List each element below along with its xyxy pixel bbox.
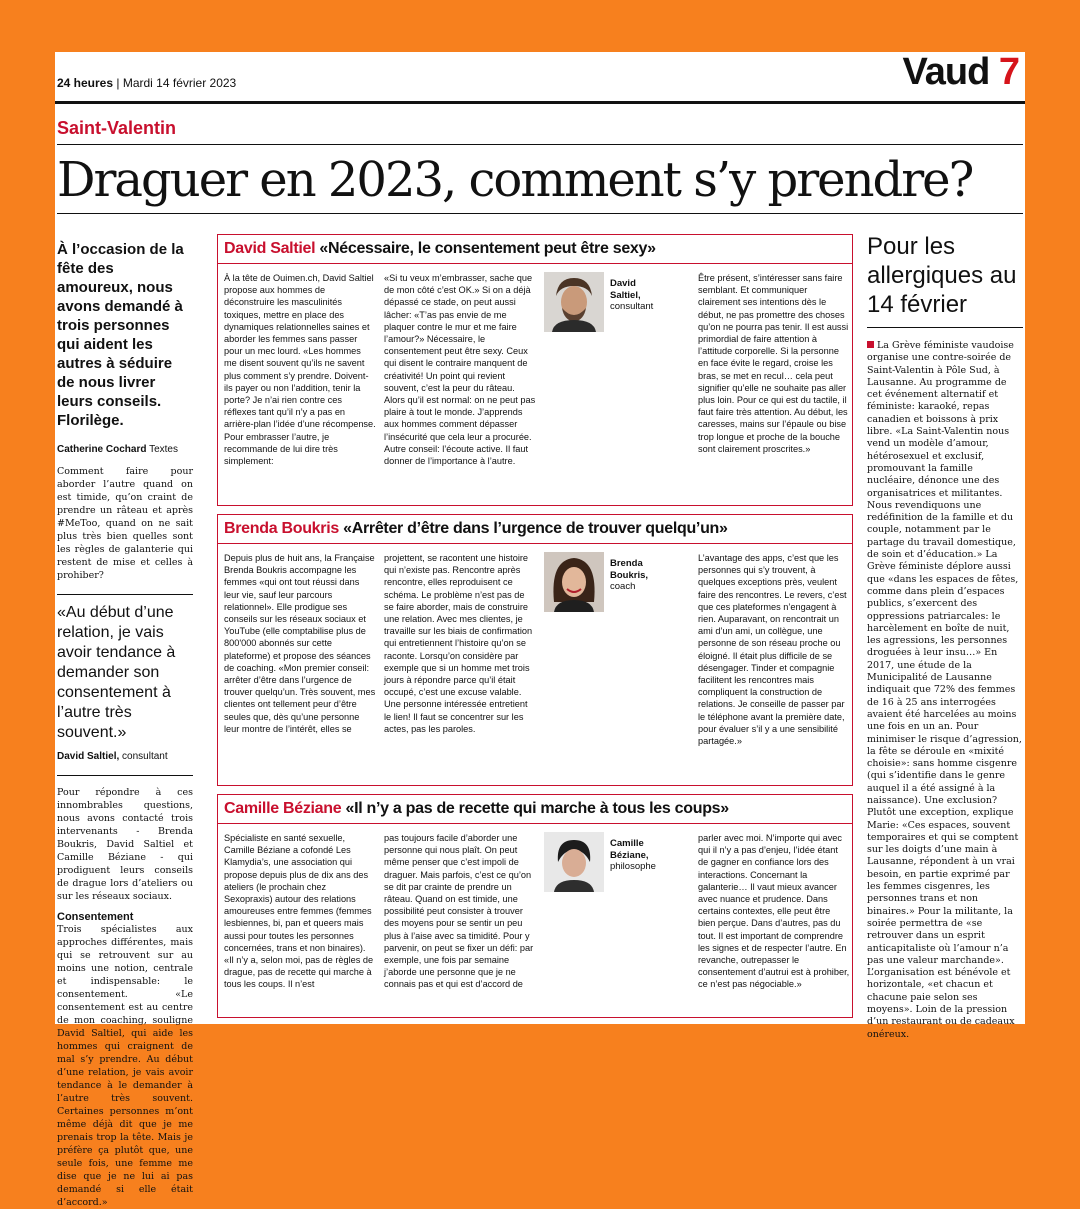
left-column: [57, 240, 193, 1209]
pull-quote: [57, 594, 193, 776]
intro-lead: À l’occasion de la fête des amoureux, nous avons demandé à trois personnes qui aident les autres à séduire de nous livrer leurs conseils. Florilège.: [57, 241, 184, 429]
portrait-last-name: Béziane,: [610, 849, 649, 861]
body-paragraph: Comment faire pour aborder l’autre quand on est timide, qu’on craint de prendre un râteau et après #MeToo, quand on ne sait plus très bien quelles sont les règles de galanterie qui restent de mise et celles à prohiber?: [57, 466, 193, 581]
byline: [57, 444, 193, 455]
pull-quote-text: «Au début d’une relation, je vais avoir tendance à demander son consentement à l’autre très souvent.»: [57, 604, 176, 741]
quote-author: David Saltiel,: [57, 751, 120, 762]
newspaper-page: [55, 51, 1025, 1208]
page-number: 7: [998, 51, 1019, 93]
card-person-name: Brenda Boukris: [224, 520, 339, 537]
card-text-column: parler avec moi. N’importe qui avec qui il n’y a pas d’enjeu, l’idée étant de gagner en confiance lors des interactions. Concernant la galanterie… Il vaut mieux avancer avec nuance et prudence. Dans certains contextes, elle peut être bien perçue. Dans d’autres, pas du tout. Il est important de comprendre les signes et de respecter l’autre. En revanche, outrepasser le consentement d’autrui est à prohiber, ce n’est pas négociable.»: [698, 833, 850, 990]
portrait-caption: [610, 558, 648, 593]
portrait-photo: [544, 272, 604, 332]
masthead-info: 24 heures | Mardi 14 février 2023: [57, 76, 237, 90]
portrait-role: consultant: [610, 301, 654, 312]
card-person-name: David Saltiel: [224, 240, 316, 257]
card-text-column: À la tête de Ouimen.ch, David Saltiel propose aux hommes de déconstruire les masculinités toxiques, mettre en place des dynamiques relationnelles saines et aborder les femmes sans passer pour un mec lourd. «Les hommes me disent souvent qu’ils ne savent plus comment s’y prendre. Doivent-ils payer ou non l’addition, tenir la porte? Je n’ai rien contre ces réflexes tant qu’il n’y a pas en arrière-plan l’idée d’une récompense. Pour embrasser l’autre, je recommande de lui dire très simplement:: [224, 273, 376, 467]
portrait-role: philosophe: [610, 861, 656, 872]
headline: Draguer en 2023, comment s’y prendre?: [57, 144, 1023, 214]
portrait-first-name: David: [610, 278, 636, 289]
portrait-photo: [544, 832, 604, 892]
card-text-column: Spécialiste en santé sexuelle, Camille Béziane a cofondé Les Klamydia’s, une association qui propose depuis plus de dix ans des ateliers (le prochain chez Sexopraxis) autour des relations amoureuses entre femmes (femmes lesbiennes, bi, pan et queers mais aussi pour toutes les personnes concernées, trans et non binaires). «Il n’y a, selon moi, pas de règles de drague, pas de recette qui marche à tous les coups. Il n’est: [224, 833, 374, 990]
sidebar-body: La Grève féministe vaudoise organise une contre-soirée de Saint-Valentin à Pôle Sud, à Lausanne. Au programme de cet événement alternatif et féministe: karaoké, repas canadien et boissons à prix libre. «La Saint-Valentin nous vend un modèle d’amour, hétérosexuel et exclusif, promouvant la famille nucléaire, dénonce une des organisatrices et militantes. Nous revendiquons une redéfinition de la famille et du couple, notamment par le partage du travail domestique, de soin et d’éducation.» La Grève féministe déplore aussi que «dans les espaces de fêtes, comme dans plein d’espaces publics, s’exercent des oppressions patriarcales: le harcèlement en boîte de nuit, les agressions, les personnes droguées à leur insu…» En 2017, une étude de la Municipalité de Lausanne indiquait que 72% des femmes de 16 à 25 ans interrogées avaient été harcelées au moins une fois en un an. Pour minimiser le risque d’agression, la fête se déroule en «mixité choisie»: sans homme cisgenre (qui s’identifie dans le genre auquel il a été assigné à la naissance). Une exclusion? Plutôt une exception, explique Marie: «Ces espaces, souvent temporaires et qui se comptent sur les doigts d’une main à Lausanne, répondent à un vrai besoin, en partie exprimé par les femmes cisgenres, les personnes trans et non binaires.» Pour la militante, la soirée permettra de «se retrouver dans un esprit anticapitaliste où l’amour n’a pas une valeur marchande». L’organisation est bénévole et horizontale, «et chacun et chacune paie selon ses moyens». Loin de la pression d’un restaurant ou de cadeaux onéreux.: [867, 340, 1022, 1040]
card-person-name: Camille Béziane: [224, 800, 342, 817]
portrait-caption: [610, 278, 653, 313]
body-paragraph: Trois spécialistes aux approches différentes, mais qui se retrouvent sur au moins une notion, centrale et indispensable: le consentement. «Le consentement est au centre de mon coaching, souligne David Saltiel, qui aide les hommes qui craignent de mal s’y prendre. Au début d’une relation, je vais avoir tendance à le demander à l’autre très souvent. Certaines personnes m’ont même déjà dit que je me prenais trop la tête. Mais je préfère ça plutôt que, une seule fois, une femme me dise que je ne lui ai pas demandé si elle était d’accord.»: [57, 924, 193, 1208]
card-text-column: pas toujours facile d’aborder une personne qui nous plaît. On peut même penser que c’est impoli de draguer. Mais parfois, c’est ce qu’on se dit par crainte de prendre un râteau. Quand on est timide, une possibilité peut consister à trouver des moyens pour se sentir un peu plus à l’aise avec sa timidité. Pour y parvenir, on peut se fixer un défi: par exemple, une fois par semaine j’aborde une personne que je ne connais pas et qui est d’accord de: [384, 833, 534, 990]
card-text-column: «Si tu veux m’embrasser, sache que de mon côté c’est OK.» Si on a déjà dépassé ce stade, on peut aussi lâcher: «T’as pas envie de me plaquer contre le mur et me faire l’amour?» Nécessaire, le consentement peut être sexy. Ceux qui disent le contraire manquent de créativité! Un point qui revient souvent, c’est la peur du râteau. Alors qu’il est normal: on ne peut pas plaire à tout le monde. J’apprends aux hommes comment dépasser l’insécurité que cela leur a procurée. Autre conseil: l’écoute active. Il faut donner de l’importance à l’autre.: [384, 273, 536, 467]
quote-author-role: consultant: [122, 751, 168, 762]
card-text-column: Être présent, s’intéresser sans faire semblant. Et communiquer clairement ses intentions dès le début, ne pas promettre des choses qu’on ne pourra pas tenir. Il est aussi primordial de faire attention à l’attitude corporelle. Si la personne en face évite le regard, croise les bras, se met en recul… cela peut signifier qu’elle ne souhaite pas aller plus loin. Pour ce qui est du tactile, il faut faire très attention. Au début, les caresses, mains sur l’épaule ou bise trop longue et proche de la bouche sont clairement proscrites.»: [698, 273, 849, 454]
portrait-last-name: Boukris,: [610, 569, 649, 581]
portrait-photo: [544, 552, 604, 612]
card-quote-title: «Nécessaire, le consentement peut être sexy»: [319, 240, 656, 257]
sidebar-column: [867, 232, 1023, 1041]
card-quote-title: «Arrêter d’être dans l’urgence de trouver quelqu’un»: [343, 520, 728, 537]
card-title: [218, 235, 852, 264]
author-role: Textes: [149, 444, 178, 455]
sidebar-title: Pour les allergiques au 14 février: [867, 232, 1023, 328]
portrait-role: coach: [610, 581, 636, 592]
interview-card-beziane: [217, 794, 853, 1018]
card-quote-title: «Il n’y a pas de recette qui marche à tous les coups»: [345, 800, 729, 817]
pull-quote-attribution: [57, 747, 193, 767]
card-text-column: Depuis plus de huit ans, la Française Brenda Boukris accompagne les femmes «qui ont tout réussi dans leur vie, sauf leur parcours relationnel». Elle prodigue ses conseils sur les réseaux sociaux et YouTube (elle comptabilise plus de 800'000 abonnés sur cette plateforme) et propose des séances de coaching. «Mon premier conseil: arrêter d’être dans l’urgence de trouver quelqu’un. Très souvent, mes clientes ont tellement peur d’être seules que, dès qu’une personne leur montre de l’intérêt, elles se: [224, 553, 376, 734]
portrait-first-name: Brenda: [610, 558, 643, 569]
card-title: [218, 795, 852, 824]
kicker: Saint-Valentin: [57, 118, 177, 138]
paper-name: 24 heures: [57, 76, 114, 90]
issue-date: Mardi 14 février 2023: [122, 76, 237, 90]
card-text-column: projettent, se racontent une histoire qui n’existe pas. Rencontre après rencontre, elles reproduisent ce schéma. Le problème n’est pas de se faire aborder, mais de construire une relation. Avec mes clientes, je travaille sur les biais de confirmation qui entretiennent l’histoire qu’on se raconte. Lorsqu’on considère par exemple que si un homme met trois jours à répondre parce qu’il était occupé, c’est une excuse valable. Une personne intéressée entretient le lien! Il faut se concentrer sur les actes, pas les paroles.: [384, 553, 533, 734]
section-label: [902, 52, 1019, 92]
subheading: Consentement: [57, 911, 134, 923]
portrait-first-name: Camille: [610, 838, 644, 849]
body-paragraph: Pour répondre à ces innombrables questions, nous avons contacté trois intervenants - Brenda Boukris, David Saltiel et Camille Béziane - qui prodiguent leurs conseils de drague lors d’ateliers ou sur les réseaux sociaux.: [57, 787, 193, 902]
page-header: [55, 52, 1025, 104]
sidebar-text: [867, 340, 1023, 1041]
section-name: Vaud: [902, 51, 990, 93]
interview-card-boukris: [217, 514, 853, 786]
portrait-caption: [610, 838, 656, 873]
interview-card-saltiel: [217, 234, 853, 506]
portrait-last-name: Saltiel,: [610, 289, 641, 301]
bullet-square-icon: [867, 341, 874, 348]
card-text-column: L’avantage des apps, c’est que les personnes qui s’y trouvent, à quelques exceptions près, veulent faire des rencontres. Le revers, c’est que ces plateformes n’engagent à rien. Auparavant, on rencontrait un ami d’un ami, un collègue, une personne de son réseau proche ou éloigné. Il était plus difficile de se désengager. Tinder et compagnie facilitent les rencontres mais compliquent la construction de relations. Je conseille de passer par le téléphone avant la première date, pour évaluer s’il y a une sensibilité partagée.»: [698, 553, 847, 747]
card-title: [218, 515, 852, 544]
author-name: Catherine Cochard: [57, 444, 147, 455]
